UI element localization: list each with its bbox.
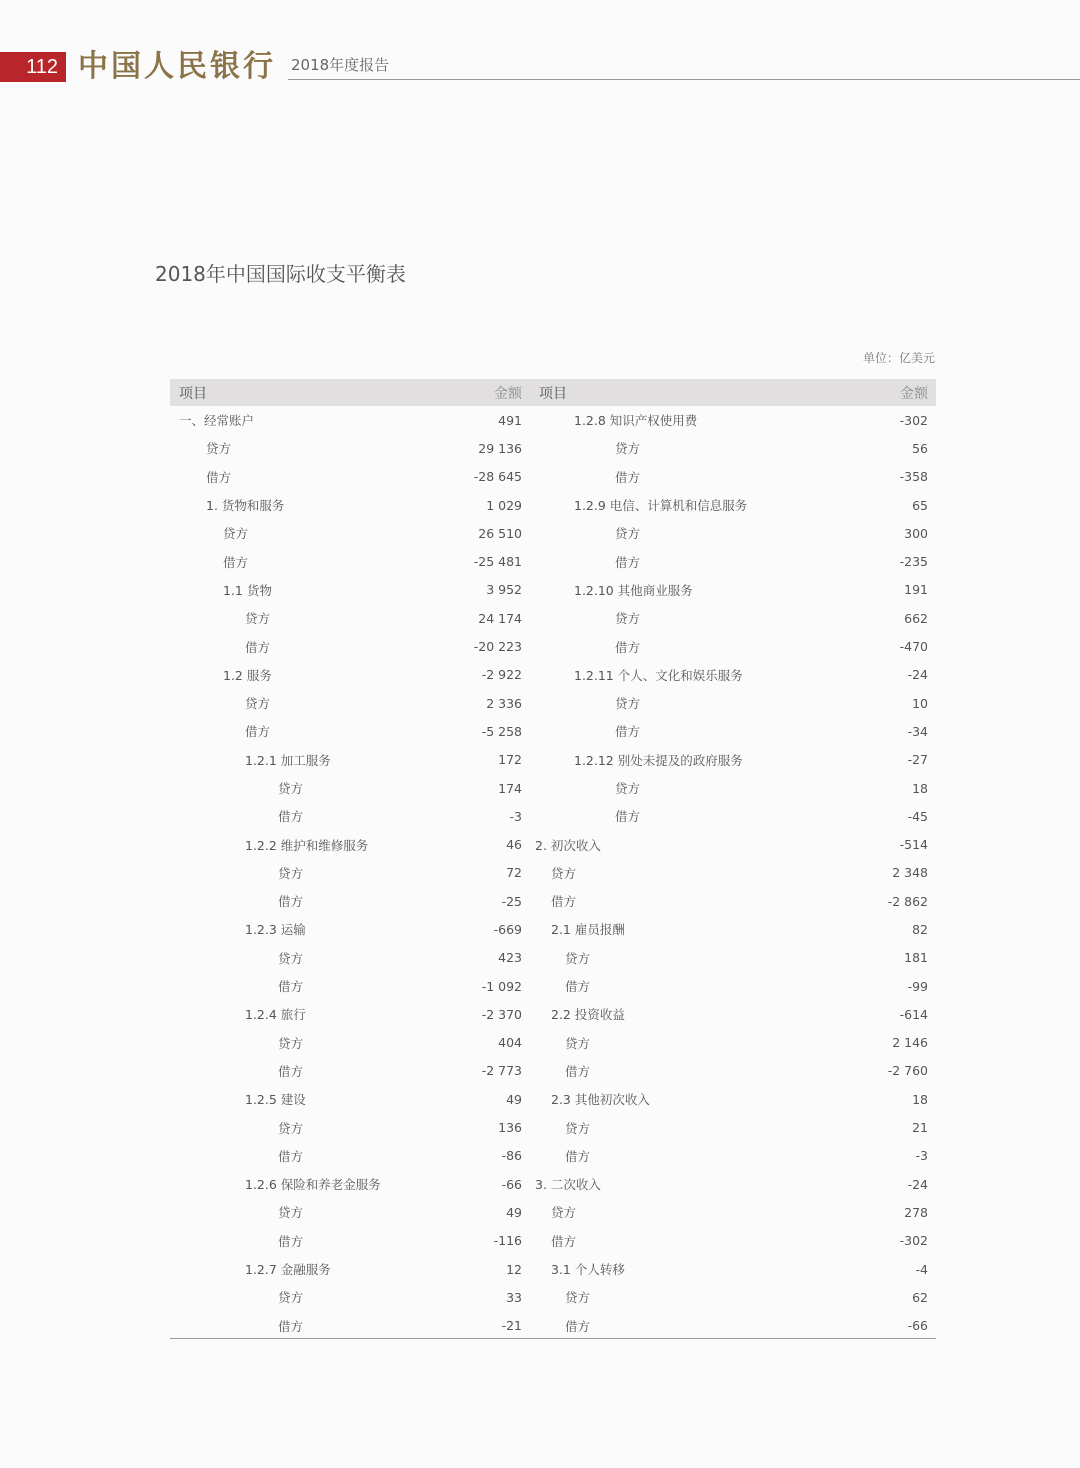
item-amount: 300 bbox=[904, 525, 928, 541]
item-label: 贷方 bbox=[278, 1035, 304, 1051]
item-label: 贷方 bbox=[615, 611, 641, 627]
item-amount: 3 952 bbox=[486, 582, 522, 598]
item-amount: 174 bbox=[498, 780, 522, 796]
item-amount: -99 bbox=[907, 978, 928, 994]
table-row bbox=[170, 547, 936, 575]
item-amount: 72 bbox=[506, 865, 522, 881]
table-row bbox=[170, 1000, 936, 1028]
item-label: 1.2.11 个人、文化和娱乐服务 bbox=[574, 667, 743, 683]
item-label: 贷方 bbox=[551, 865, 577, 881]
table-row bbox=[170, 944, 936, 972]
item-label: 贷方 bbox=[615, 526, 641, 542]
item-label: 借方 bbox=[278, 894, 304, 910]
item-label: 贷方 bbox=[223, 526, 249, 542]
item-label: 1.2.5 建设 bbox=[245, 1092, 306, 1108]
table-row bbox=[170, 1198, 936, 1226]
table-row bbox=[170, 915, 936, 943]
item-amount: -4 bbox=[915, 1261, 928, 1277]
item-amount: 62 bbox=[912, 1289, 928, 1305]
item-label: 3. 二次收入 bbox=[535, 1177, 601, 1193]
table-row bbox=[170, 1057, 936, 1085]
item-amount: -116 bbox=[493, 1233, 522, 1249]
table-row bbox=[170, 406, 936, 434]
table-bottom-rule bbox=[170, 1338, 936, 1339]
table-row bbox=[170, 746, 936, 774]
item-amount: 10 bbox=[912, 695, 928, 711]
item-label: 借方 bbox=[206, 469, 232, 485]
item-label: 借方 bbox=[245, 724, 271, 740]
item-label: 贷方 bbox=[245, 696, 271, 712]
item-amount: -25 bbox=[501, 893, 522, 909]
item-label: 借方 bbox=[615, 554, 641, 570]
item-amount: -66 bbox=[907, 1318, 928, 1334]
table-row bbox=[170, 717, 936, 745]
item-amount: -1 092 bbox=[481, 978, 522, 994]
item-amount: -25 481 bbox=[473, 554, 522, 570]
item-amount: -24 bbox=[907, 667, 928, 683]
item-amount: 491 bbox=[498, 412, 522, 428]
item-label: 贷方 bbox=[615, 441, 641, 457]
item-amount: 46 bbox=[506, 837, 522, 853]
item-amount: -514 bbox=[899, 837, 928, 853]
item-label: 借方 bbox=[278, 1233, 304, 1249]
item-amount: 2 348 bbox=[892, 865, 928, 881]
unit-note: 单位：亿美元 bbox=[862, 351, 935, 365]
item-label: 贷方 bbox=[278, 1290, 304, 1306]
item-amount: 404 bbox=[498, 1035, 522, 1051]
item-label: 1.2.6 保险和养老金服务 bbox=[245, 1177, 381, 1193]
item-label: 贷方 bbox=[278, 950, 304, 966]
table-row bbox=[170, 1283, 936, 1311]
table-row bbox=[170, 1312, 936, 1340]
item-label: 借方 bbox=[551, 1233, 577, 1249]
item-label: 贷方 bbox=[278, 865, 304, 881]
item-label: 贷方 bbox=[551, 1205, 577, 1221]
item-label: 贷方 bbox=[278, 1120, 304, 1136]
org-logo-text: 中国人民银行 bbox=[78, 49, 276, 84]
item-amount: -302 bbox=[899, 1233, 928, 1249]
item-label: 借方 bbox=[223, 554, 249, 570]
item-amount: 172 bbox=[498, 752, 522, 768]
col-header-item-right: 项目 bbox=[530, 379, 840, 406]
item-label: 借方 bbox=[278, 1318, 304, 1334]
table-row bbox=[170, 576, 936, 604]
item-amount: 12 bbox=[506, 1261, 522, 1277]
item-label: 1.2 服务 bbox=[223, 667, 272, 683]
item-label: 借方 bbox=[565, 1318, 591, 1334]
table-row bbox=[170, 661, 936, 689]
item-amount: -5 258 bbox=[481, 723, 522, 739]
page-number: 112 bbox=[0, 52, 66, 82]
item-amount: 56 bbox=[912, 440, 928, 456]
item-label: 2.3 其他初次收入 bbox=[551, 1092, 650, 1108]
item-amount: 2 146 bbox=[892, 1035, 928, 1051]
item-label: 贷方 bbox=[278, 781, 304, 796]
item-amount: -86 bbox=[501, 1148, 522, 1164]
item-amount: -20 223 bbox=[473, 639, 522, 655]
table-header-row bbox=[170, 379, 936, 406]
item-amount: 24 174 bbox=[478, 610, 522, 626]
item-label: 借方 bbox=[551, 894, 577, 910]
item-label: 1.2.7 金融服务 bbox=[245, 1262, 331, 1278]
table-row bbox=[170, 632, 936, 660]
item-amount: 49 bbox=[506, 1091, 522, 1107]
item-label: 贷方 bbox=[565, 1290, 591, 1306]
item-label: 贷方 bbox=[615, 696, 641, 712]
item-label: 2.1 雇员报酬 bbox=[551, 922, 625, 938]
item-amount: 181 bbox=[904, 950, 928, 966]
item-label: 1.2.12 别处未提及的政府服务 bbox=[574, 752, 743, 768]
item-label: 贷方 bbox=[565, 950, 591, 966]
item-label: 1.2.3 运输 bbox=[245, 922, 306, 938]
table-row bbox=[170, 1142, 936, 1170]
table-row bbox=[170, 887, 936, 915]
item-amount: -2 922 bbox=[481, 667, 522, 683]
item-label: 1.2.9 电信、计算机和信息服务 bbox=[574, 498, 748, 514]
table-row bbox=[170, 1255, 936, 1283]
item-amount: -2 773 bbox=[481, 1063, 522, 1079]
item-amount: -470 bbox=[899, 639, 928, 655]
balance-of-payments-table bbox=[170, 379, 936, 1340]
table-row bbox=[170, 519, 936, 547]
item-amount: -28 645 bbox=[473, 469, 522, 485]
table-row bbox=[170, 830, 936, 858]
item-amount: 18 bbox=[912, 1091, 928, 1107]
item-label: 一、经常账户 bbox=[179, 413, 255, 429]
table-row bbox=[170, 859, 936, 887]
item-amount: 136 bbox=[498, 1120, 522, 1136]
item-label: 3.1 个人转移 bbox=[551, 1262, 625, 1278]
table-row bbox=[170, 1113, 936, 1141]
item-label: 贷方 bbox=[206, 441, 232, 457]
header-rule bbox=[288, 79, 1080, 80]
item-amount: 278 bbox=[904, 1204, 928, 1220]
table-row bbox=[170, 689, 936, 717]
item-amount: -66 bbox=[501, 1176, 522, 1192]
item-amount: 82 bbox=[912, 921, 928, 937]
item-amount: -3 bbox=[915, 1148, 928, 1164]
item-label: 借方 bbox=[565, 1063, 591, 1079]
item-amount: -669 bbox=[493, 921, 522, 937]
item-label: 借方 bbox=[278, 809, 304, 825]
table-row bbox=[170, 1029, 936, 1057]
table-row bbox=[170, 802, 936, 830]
item-label: 1.2.8 知识产权使用费 bbox=[574, 413, 698, 429]
table-row bbox=[170, 491, 936, 519]
table-row bbox=[170, 972, 936, 1000]
table-title: 2018年中国国际收支平衡表 bbox=[155, 262, 406, 286]
item-label: 1.1 货物 bbox=[223, 582, 272, 598]
item-label: 借方 bbox=[278, 979, 304, 995]
item-label: 1. 货物和服务 bbox=[206, 498, 285, 514]
item-label: 借方 bbox=[615, 469, 641, 485]
item-label: 借方 bbox=[565, 979, 591, 995]
item-amount: 26 510 bbox=[478, 525, 522, 541]
item-amount: 662 bbox=[904, 610, 928, 626]
item-label: 2. 初次收入 bbox=[535, 837, 601, 853]
item-amount: -235 bbox=[899, 554, 928, 570]
item-label: 贷方 bbox=[565, 1120, 591, 1136]
item-amount: -45 bbox=[907, 808, 928, 824]
item-amount: 191 bbox=[904, 582, 928, 598]
item-amount: -2 862 bbox=[887, 893, 928, 909]
table-row bbox=[170, 1227, 936, 1255]
item-label: 1.2.1 加工服务 bbox=[245, 752, 331, 768]
item-label: 借方 bbox=[245, 639, 271, 655]
item-amount: 1 029 bbox=[486, 497, 522, 513]
item-label: 1.2.10 其他商业服务 bbox=[574, 582, 693, 598]
item-amount: -302 bbox=[899, 412, 928, 428]
item-amount: -2 760 bbox=[887, 1063, 928, 1079]
table-row bbox=[170, 1170, 936, 1198]
item-amount: 33 bbox=[506, 1289, 522, 1305]
item-amount: -24 bbox=[907, 1176, 928, 1192]
item-label: 贷方 bbox=[245, 611, 271, 627]
item-label: 借方 bbox=[565, 1148, 591, 1164]
item-amount: 65 bbox=[912, 497, 928, 513]
item-amount: -614 bbox=[899, 1006, 928, 1022]
table-row bbox=[170, 1085, 936, 1113]
item-label: 借方 bbox=[615, 639, 641, 655]
item-label: 贷方 bbox=[615, 781, 641, 796]
item-amount: 29 136 bbox=[478, 440, 522, 456]
col-header-amount-right: 金额 bbox=[840, 379, 936, 406]
item-label: 贷方 bbox=[278, 1205, 304, 1221]
item-amount: 21 bbox=[912, 1120, 928, 1136]
item-amount: -3 bbox=[509, 808, 522, 824]
table-row bbox=[170, 604, 936, 632]
item-label: 1.2.2 维护和维修服务 bbox=[245, 837, 369, 853]
item-amount: 18 bbox=[912, 780, 928, 796]
item-amount: -34 bbox=[907, 723, 928, 739]
table-row bbox=[170, 434, 936, 462]
item-amount: -21 bbox=[501, 1318, 522, 1334]
item-amount: 2 336 bbox=[486, 695, 522, 711]
table-row bbox=[170, 463, 936, 491]
table-row bbox=[170, 774, 936, 802]
item-amount: -27 bbox=[907, 752, 928, 768]
item-label: 贷方 bbox=[565, 1035, 591, 1051]
item-label: 2.2 投资收益 bbox=[551, 1007, 625, 1023]
item-amount: 49 bbox=[506, 1204, 522, 1220]
col-header-item-left: 项目 bbox=[170, 379, 440, 406]
report-title: 2018年度报告 bbox=[291, 56, 390, 74]
item-amount: -358 bbox=[899, 469, 928, 485]
item-label: 借方 bbox=[615, 724, 641, 740]
item-amount: 423 bbox=[498, 950, 522, 966]
col-header-amount-left: 金额 bbox=[440, 379, 530, 406]
item-label: 1.2.4 旅行 bbox=[245, 1007, 306, 1023]
item-label: 借方 bbox=[615, 809, 641, 825]
item-label: 借方 bbox=[278, 1148, 304, 1164]
item-label: 借方 bbox=[278, 1063, 304, 1079]
item-amount: -2 370 bbox=[481, 1006, 522, 1022]
